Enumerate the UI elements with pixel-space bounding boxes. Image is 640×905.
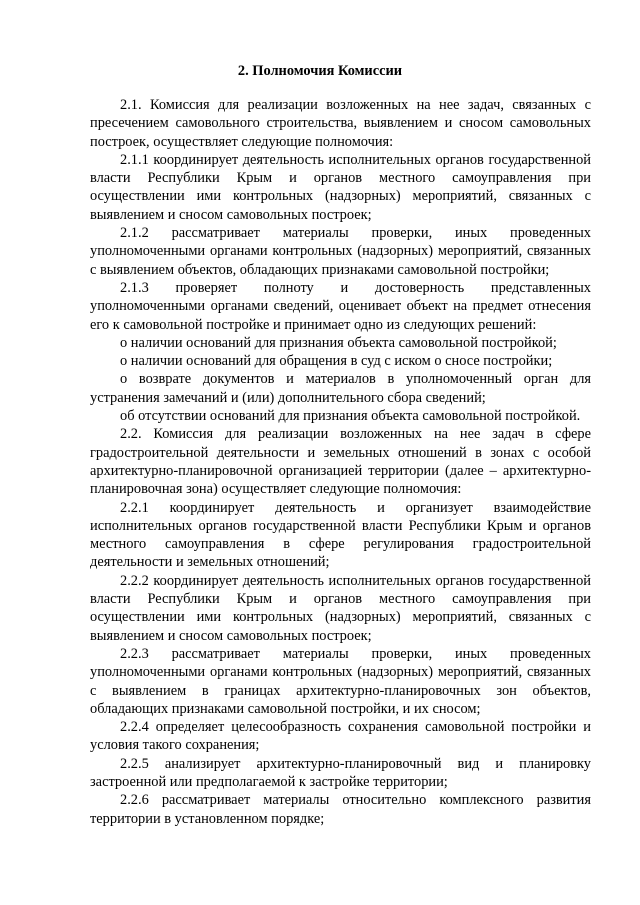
paragraph-2-1: 2.1. Комиссия для реализации возложенных на нее задач, связанных с пресечением самовольного строительства, выявлением и сносом самовольных построек, осуществляет следующие полномочия: — [90, 97, 591, 150]
document-body — [90, 96, 591, 828]
paragraph-2-2-2: 2.2.2 координирует деятельность исполнительных органов государственной власти Республики Крым и органов местного самоуправления при осуществлении ими контрольных (надзорных) мероприятий, связанных с выявлением и сносом самовольных построек; — [90, 572, 591, 644]
decision-option-3: о возврате документов и материалов в уполномоченный орган для устранения замечаний и (или) дополнительного сбора сведений; — [90, 371, 591, 406]
decision-option-4: об отсутствии оснований для признания объекта самовольной постройкой. — [120, 408, 581, 425]
paragraph-2-2-1: 2.2.1 координирует деятельность и организует взаимодействие исполнительных органов государственной власти Республики Крым и органов местного самоуправления в сфере регулирования градостроительной деятельности и земельных отношений; — [90, 499, 591, 571]
decision-option-1: о наличии оснований для признания объекта самовольной постройкой; — [120, 334, 557, 351]
paragraph-2-1-1: 2.1.1 координирует деятельность исполнительных органов государственной власти Республики Крым и органов местного самоуправления при осуществлении ими контрольных (надзорных) мероприятий, связанных с выявлением и сносом самовольных построек; — [90, 151, 591, 223]
paragraph-2-2-6: 2.2.6 рассматривает материалы относительно комплексного развития территории в установленном порядке; — [90, 792, 591, 827]
section-title: 2. Полномочия Комиссии — [237, 63, 403, 79]
paragraph-2-1-2: 2.1.2 рассматривает материалы проверки, иных проведенных уполномоченными органами контрольных (надзорных) мероприятий, связанных с выявлением объектов, обладающих признаками самовольной постройки; — [90, 225, 591, 278]
paragraph-2-2-5: 2.2.5 анализирует архитектурно-планировочный вид и планировку застроенной или предполагаемой к застройке территории; — [90, 755, 591, 790]
decision-option-2: о наличии оснований для обращения в суд с иском о сносе постройки; — [120, 353, 553, 370]
paragraph-2-1-3: 2.1.3 проверяет полноту и достоверность представленных уполномоченными органами сведений, оценивает объект на предмет отнесения его к самовольной постройке и принимает одно из следующих решений: — [90, 279, 591, 333]
paragraph-2-2-4: 2.2.4 определяет целесообразность сохранения самовольной постройки и условия такого сохранения; — [90, 719, 591, 754]
paragraph-2-2-3: 2.2.3 рассматривает материалы проверки, иных проведенных уполномоченными органами контрольных (надзорных) мероприятий, связанных с выявлением в границах архитектурно-планировочных зон объектов, обладающих признаками самовольной постройки, и их сносом; — [90, 645, 591, 717]
paragraph-2-2: 2.2. Комиссия для реализации возложенных на нее задач в сфере градостроительной деятельности и земельных отношений в зонах с особой архитектурно-планировочной организацией территории (далее – архитектурно-планировочная зона) осуществляет следующие полномочия: — [90, 426, 591, 498]
